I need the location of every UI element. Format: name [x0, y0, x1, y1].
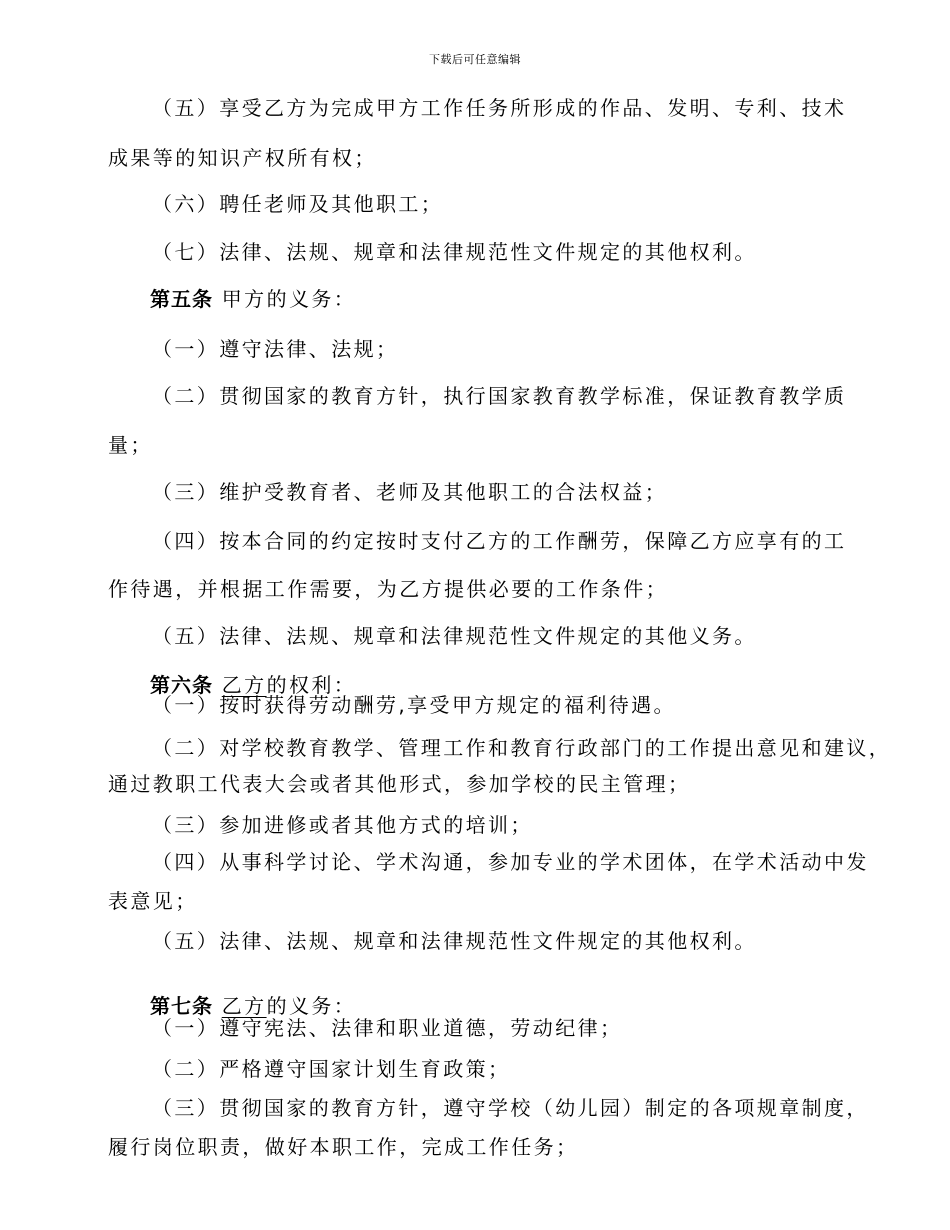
paragraph-line: （三）参加进修或者其他方式的培训； [152, 813, 533, 837]
paragraph-line: （五）法律、法规、规章和法律规范性文件规定的其他权利。 [152, 929, 757, 953]
article-5-title: 甲方的义务： [221, 287, 357, 311]
paragraph-line: 作待遇，并根据工作需要，为乙方提供必要的工作条件； [108, 577, 668, 601]
paragraph-line: （七）法律、法规、规章和法律规范性文件规定的其他权利。 [152, 240, 757, 264]
paragraph-line: （二）贯彻国家的教育方针，执行国家教育教学标准，保证教育教学质 [152, 384, 847, 408]
article-7-number: 第七条 [150, 994, 213, 1018]
paragraph-line: （一）遵守法律、法规； [152, 337, 399, 361]
paragraph-line: （一）按时获得劳动酬劳,享受甲方规定的福利待遇。 [152, 693, 676, 717]
article-7-heading [150, 994, 356, 1018]
paragraph-line: （三）贯彻国家的教育方针，遵守学校（幼儿园）制定的各项规章制度， [152, 1096, 869, 1120]
paragraph-line: （五）享受乙方为完成甲方工作任务所形成的作品、发明、专利、技术 [152, 96, 847, 120]
paragraph-line: （一）遵守宪法、法律和职业道德，劳动纪律； [152, 1016, 623, 1040]
article-5-number: 第五条 [150, 287, 213, 311]
paragraph-line: （三）维护受教育者、老师及其他职工的合法权益； [152, 480, 668, 504]
article-7-title: 的义务： [266, 994, 357, 1018]
article-6-number: 第六条 [150, 673, 213, 697]
paragraph-line: 表意见； [108, 889, 198, 913]
paragraph-line: 量； [108, 433, 153, 457]
paragraph-line: （六）聘任老师及其他职工； [152, 192, 444, 216]
paragraph-line: （五）法律、法规、规章和法律规范性文件规定的其他义务。 [152, 624, 757, 648]
paragraph-line: （二）严格遵守国家计划生育政策； [152, 1057, 511, 1081]
paragraph-line: （二）对学校教育教学、管理工作和教育行政部门的工作提出意见和建议， [152, 736, 892, 760]
paragraph-line: （四）从事科学讨论、学术沟通，参加专业的学术团体，在学术活动中发 [152, 850, 869, 874]
article-7-party: 乙方 [221, 994, 267, 1018]
article-6-party: 乙方 [221, 673, 267, 697]
page-header: 下载后可任意编辑 [429, 53, 521, 66]
article-5-heading [150, 287, 356, 311]
paragraph-line: 成果等的知识产权所有权； [108, 146, 377, 170]
article-6-title: 的权利： [266, 673, 357, 697]
paragraph-line: 通过教职工代表大会或者其他形式，参加学校的民主管理； [108, 772, 691, 796]
paragraph-line: （四）按本合同的约定按时支付乙方的工作酬劳，保障乙方应享有的工 [152, 529, 847, 553]
paragraph-line: 履行岗位职责，做好本职工作，完成工作任务； [108, 1135, 579, 1159]
